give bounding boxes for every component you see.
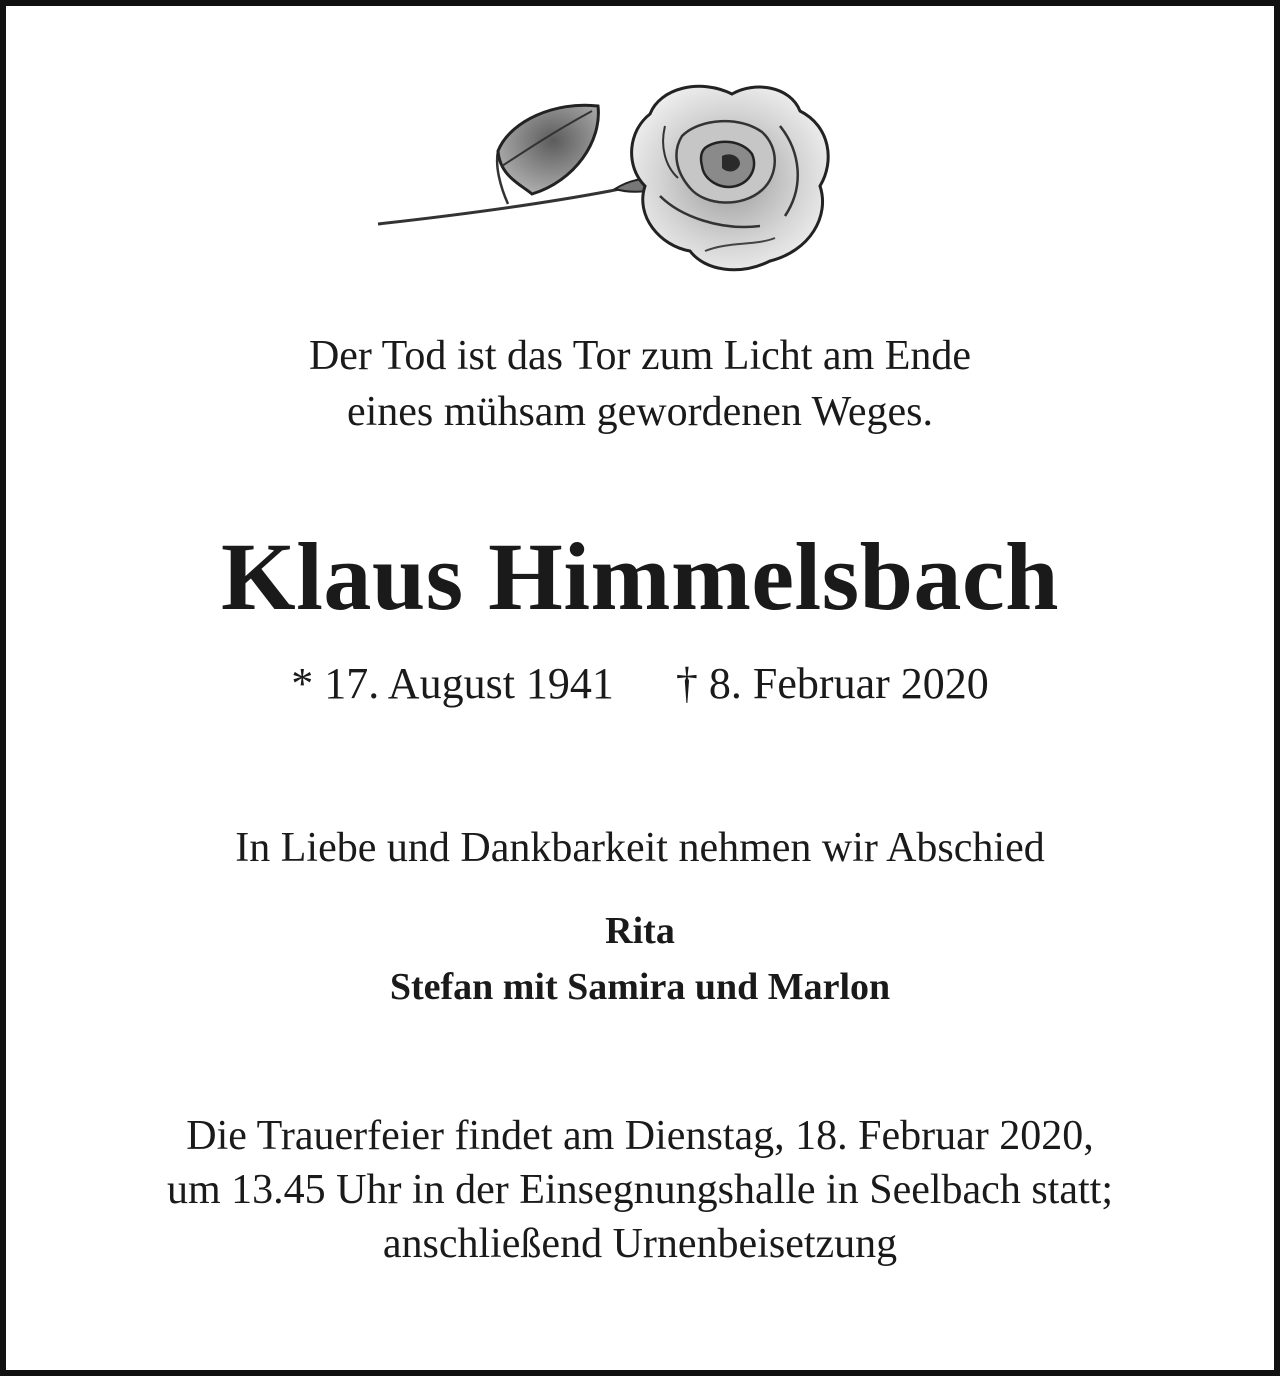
birth-date: * 17. August 1941 bbox=[291, 659, 614, 708]
service-line-3: anschließend Urnenbeisetzung bbox=[382, 1221, 898, 1267]
deceased-name: Klaus Himmelsbach bbox=[221, 523, 1059, 630]
life-dates bbox=[0, 656, 1280, 712]
family-line-1: Rita bbox=[605, 910, 675, 952]
farewell-text: In Liebe und Dankbarkeit nehmen wir Abschied bbox=[235, 825, 1045, 871]
death-date: † 8. Februar 2020 bbox=[675, 659, 989, 708]
service-line-2: um 13.45 Uhr in der Einsegnungshalle in Seelbach statt; bbox=[167, 1167, 1113, 1213]
family-line-2: Stefan mit Samira und Marlon bbox=[389, 966, 891, 1008]
rose-icon bbox=[360, 66, 860, 281]
service-line-1: Die Trauerfeier findet am Dienstag, 18. Februar 2020, bbox=[186, 1113, 1094, 1159]
motto-line-2: eines mühsam gewordenen Weges. bbox=[346, 389, 933, 435]
motto-line-1: Der Tod ist das Tor zum Licht am Ende bbox=[308, 333, 972, 379]
